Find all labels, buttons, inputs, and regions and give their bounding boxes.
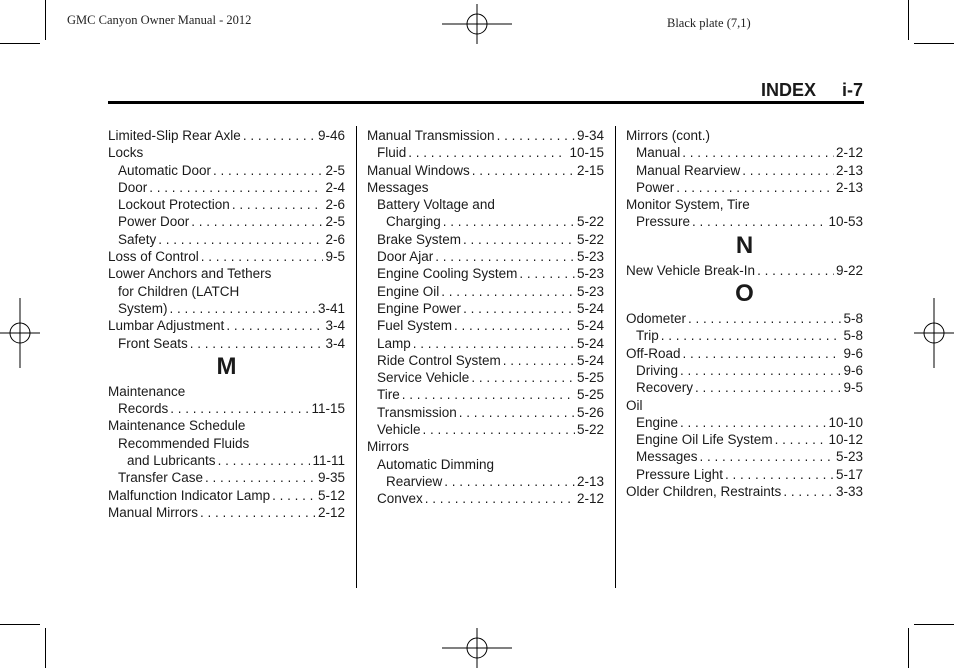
dot-leader [158, 231, 323, 248]
plate-label: Black plate (7,1) [667, 16, 751, 30]
dot-leader [676, 179, 834, 196]
page-ref: 9-5 [325, 249, 345, 265]
page-ref: 3-4 [325, 318, 345, 334]
entry-term: Manual Rearview [636, 162, 741, 178]
index-entry [108, 213, 345, 230]
dot-leader [201, 248, 324, 265]
page-ref: 5-23 [576, 249, 604, 265]
dot-leader [443, 213, 575, 230]
index-entry: Battery Voltage and [377, 197, 495, 213]
index-entry [367, 335, 604, 352]
dot-leader [149, 179, 323, 196]
page-ref: 9-46 [317, 128, 345, 143]
dot-leader [423, 421, 575, 438]
section-letter: N [735, 231, 754, 259]
page-ref: 5-24 [576, 300, 604, 316]
page-ref: 5-23 [835, 449, 863, 465]
entry-term: Door Ajar [377, 249, 434, 265]
entry-term: Engine Oil [377, 283, 440, 299]
entry-term: and Lubricants [127, 453, 216, 469]
page-ref: 5-8 [843, 311, 863, 327]
header-rule [108, 101, 864, 104]
page-ref: 11-11 [312, 453, 345, 469]
dot-leader [200, 504, 316, 521]
entry-term: Trip [636, 328, 659, 344]
crop-mark [45, 628, 46, 668]
dot-leader [463, 300, 575, 317]
index-heading [700, 80, 863, 101]
page-ref: 5-25 [576, 370, 604, 386]
page-ref: 9-5 [843, 380, 863, 396]
entry-term: Pressure [636, 214, 691, 230]
dot-leader [463, 231, 575, 248]
index-entry [108, 248, 345, 265]
index-entry [108, 400, 345, 417]
page-ref: 10-15 [569, 145, 604, 161]
dot-leader [435, 248, 575, 265]
index-entry [367, 265, 604, 282]
entry-term: Recovery [636, 380, 694, 396]
page-ref: 9-6 [843, 345, 863, 361]
entry-term: Manual [636, 145, 681, 161]
index-entry [626, 213, 863, 230]
dot-leader [441, 283, 575, 300]
page-ref: 5-24 [576, 352, 604, 368]
entry-term: Pressure Light [636, 466, 724, 482]
entry-term: Door [118, 179, 148, 195]
entry-term: Older Children, Restraints [626, 484, 782, 500]
index-entry [626, 379, 863, 396]
index-entry [367, 369, 604, 386]
index-entry [108, 127, 345, 144]
crop-mark [0, 43, 40, 44]
index-entry: Monitor System, Tire [626, 197, 750, 213]
page-ref: 5-25 [576, 387, 604, 403]
index-entry [626, 431, 863, 448]
index-entry: Maintenance [108, 383, 186, 399]
entry-term: Tire [377, 387, 400, 403]
entry-term: Safety [118, 231, 157, 247]
section-title: INDEX [760, 80, 816, 100]
page-ref: 5-17 [835, 466, 863, 482]
index-entry [367, 386, 604, 403]
index-entry: for Children (LATCH [118, 283, 240, 299]
page-ref: 2-15 [576, 162, 604, 178]
entry-term: Manual Transmission [367, 128, 495, 143]
dot-leader [170, 300, 316, 317]
dot-leader [661, 327, 842, 344]
entry-term: Odometer [626, 311, 687, 327]
manual-title: GMC Canyon Owner Manual - 2012 [67, 13, 252, 27]
index-entry [626, 262, 863, 279]
section-letter: O [735, 280, 754, 308]
index-entry [367, 144, 604, 161]
index-entry [367, 490, 604, 507]
dot-leader [688, 310, 841, 327]
page-ref: 5-12 [317, 487, 345, 503]
dot-leader [444, 473, 575, 490]
entry-term: Fuel System [377, 318, 453, 334]
page-ref: 9-34 [576, 128, 604, 143]
index-entry [626, 345, 863, 362]
page-ref: 11-15 [311, 401, 345, 417]
index-entry: Lower Anchors and Tethers [108, 266, 272, 282]
dot-leader [757, 262, 834, 279]
index-entry: Locks [108, 145, 144, 161]
entry-term: Service Vehicle [377, 370, 470, 386]
dot-leader [497, 127, 575, 144]
entry-term: Loss of Control [108, 249, 199, 265]
index-entry [108, 469, 345, 486]
index-entry [108, 335, 345, 352]
page-ref: 5-22 [576, 422, 604, 438]
entry-term: Brake System [377, 231, 462, 247]
dot-leader [213, 162, 323, 179]
entry-term: Engine [636, 414, 679, 430]
index-entry [108, 162, 345, 179]
crop-mark [908, 628, 909, 668]
page-ref: 2-13 [835, 179, 863, 195]
column-divider [615, 126, 616, 588]
index-entry [108, 452, 345, 469]
entry-term: Limited-Slip Rear Axle [108, 128, 241, 143]
entry-term: New Vehicle Break-In [626, 262, 756, 278]
page-ref: 5-22 [576, 214, 604, 230]
entry-term: Transmission [377, 404, 457, 420]
entry-term: Lumbar Adjustment [108, 318, 225, 334]
index-entry [367, 231, 604, 248]
dot-leader [190, 335, 324, 352]
page-ref: 5-24 [576, 335, 604, 351]
page-ref: 3-41 [317, 300, 345, 316]
index-entry [367, 162, 604, 179]
crop-mark [914, 624, 954, 625]
dot-leader [682, 144, 834, 161]
page-ref: 2-5 [325, 162, 345, 178]
page-ref: 5-24 [576, 318, 604, 334]
page-ref: 2-12 [576, 491, 604, 507]
page-ref: 3-33 [835, 484, 863, 500]
dot-leader [170, 400, 309, 417]
entry-term: Transfer Case [118, 470, 204, 486]
entry-term: Charging [386, 214, 441, 230]
page-ref: 9-22 [835, 262, 863, 278]
index-entry: Maintenance Schedule [108, 418, 246, 434]
dot-leader [725, 466, 834, 483]
entry-term: Engine Oil Life System [636, 432, 773, 448]
dot-leader [692, 213, 826, 230]
dot-leader [519, 265, 575, 282]
index-entry [367, 213, 604, 230]
dot-leader [425, 490, 575, 507]
dot-leader [700, 448, 834, 465]
crop-mark [914, 43, 954, 44]
entry-term: Rearview [386, 473, 443, 489]
entry-term: Engine Power [377, 300, 462, 316]
registration-mark-bottom [442, 628, 512, 668]
dot-leader [472, 162, 575, 179]
dot-leader [205, 469, 316, 486]
index-entry [108, 179, 345, 196]
entry-term: Malfunction Indicator Lamp [108, 487, 271, 503]
entry-term: Automatic Door [118, 162, 212, 178]
registration-mark-left [0, 298, 40, 368]
index-entry [367, 127, 604, 144]
dot-leader [232, 196, 324, 213]
page-ref: 2-13 [576, 473, 604, 489]
index-entry [626, 327, 863, 344]
index-entry: Automatic Dimming [377, 456, 495, 472]
index-entry [626, 483, 863, 500]
page-ref: 2-6 [325, 231, 345, 247]
entry-term: Lockout Protection [118, 197, 230, 213]
page-ref: 9-35 [317, 470, 345, 486]
index-entry [108, 487, 345, 504]
dot-leader [402, 386, 575, 403]
dot-leader [272, 487, 316, 504]
index-entry [626, 448, 863, 465]
entry-term: Manual Windows [367, 162, 470, 178]
entry-term: Engine Cooling System [377, 266, 518, 282]
page-ref: 5-26 [576, 404, 604, 420]
dot-leader [413, 335, 575, 352]
entry-term: Power [636, 179, 675, 195]
dot-leader [695, 379, 841, 396]
entry-term: Front Seats [118, 335, 188, 351]
index-entry [367, 421, 604, 438]
crop-mark [908, 0, 909, 40]
dot-leader [783, 483, 834, 500]
registration-mark-top [442, 4, 512, 44]
page-ref: 2-12 [835, 145, 863, 161]
index-entry [626, 179, 863, 196]
page-ref: 10-53 [828, 214, 863, 230]
index-entry [108, 300, 345, 317]
index-entry [367, 352, 604, 369]
entry-term: Ride Control System [377, 352, 501, 368]
index-entry [626, 362, 863, 379]
page-ref: 9-6 [843, 362, 863, 378]
section-letter: M [216, 352, 237, 380]
index-column-1 [108, 127, 345, 521]
index-entry [367, 248, 604, 265]
entry-term: Fluid [377, 145, 407, 161]
index-entry [367, 404, 604, 421]
entry-term: Power Door [118, 214, 190, 230]
page-ref: 5-23 [576, 266, 604, 282]
index-entry: Mirrors [367, 439, 409, 455]
index-entry [108, 504, 345, 521]
dot-leader [503, 352, 575, 369]
page-ref: 3-4 [325, 335, 345, 351]
index-entry: Messages [367, 179, 429, 195]
dot-leader [742, 162, 834, 179]
page-ref: 2-4 [325, 179, 345, 195]
index-entry [626, 144, 863, 161]
entry-term: Driving [636, 362, 679, 378]
page-ref: 5-22 [576, 231, 604, 247]
index-entry [626, 162, 863, 179]
dot-leader [454, 317, 575, 334]
crop-mark [0, 624, 40, 625]
dot-leader [226, 317, 323, 334]
page-ref: 2-13 [835, 162, 863, 178]
dot-leader [191, 213, 323, 230]
index-entry [367, 473, 604, 490]
index-entry [367, 300, 604, 317]
index-entry: Oil [626, 397, 643, 413]
dot-leader [683, 345, 842, 362]
dot-leader [218, 452, 311, 469]
page-ref: 2-12 [317, 504, 345, 520]
index-entry [367, 283, 604, 300]
index-entry [626, 466, 863, 483]
page-ref: 5-8 [843, 328, 863, 344]
index-entry: Recommended Fluids [118, 435, 250, 451]
index-column-3 [626, 127, 863, 500]
registration-mark-right [914, 298, 954, 368]
index-entry [108, 196, 345, 213]
index-column-2 [367, 127, 604, 508]
index-entry [367, 317, 604, 334]
dot-leader [680, 414, 826, 431]
dot-leader [680, 362, 841, 379]
page-ref: 2-6 [325, 197, 345, 213]
dot-leader [471, 369, 575, 386]
page-ref: 10-12 [828, 432, 863, 448]
page-ref: 2-5 [325, 214, 345, 230]
entry-term: Convex [377, 491, 423, 507]
index-entry [108, 231, 345, 248]
entry-term: Records [118, 401, 169, 417]
entry-term: Messages [636, 449, 698, 465]
index-entry [626, 310, 863, 327]
page-ref: 10-10 [828, 414, 863, 430]
page-ref: 5-23 [576, 283, 604, 299]
entry-term: Off-Road [626, 345, 681, 361]
page-number: i-7 [841, 80, 863, 100]
index-entry [108, 317, 345, 334]
dot-leader [775, 431, 827, 448]
column-divider [356, 126, 357, 588]
index-entry: Mirrors (cont.) [626, 128, 710, 143]
entry-term: System) [118, 300, 168, 316]
entry-term: Manual Mirrors [108, 504, 199, 520]
crop-mark [45, 0, 46, 40]
dot-leader [243, 127, 316, 144]
entry-term: Lamp [377, 335, 411, 351]
index-entry [626, 414, 863, 431]
dot-leader [408, 144, 567, 161]
entry-term: Vehicle [377, 422, 421, 438]
dot-leader [459, 404, 575, 421]
